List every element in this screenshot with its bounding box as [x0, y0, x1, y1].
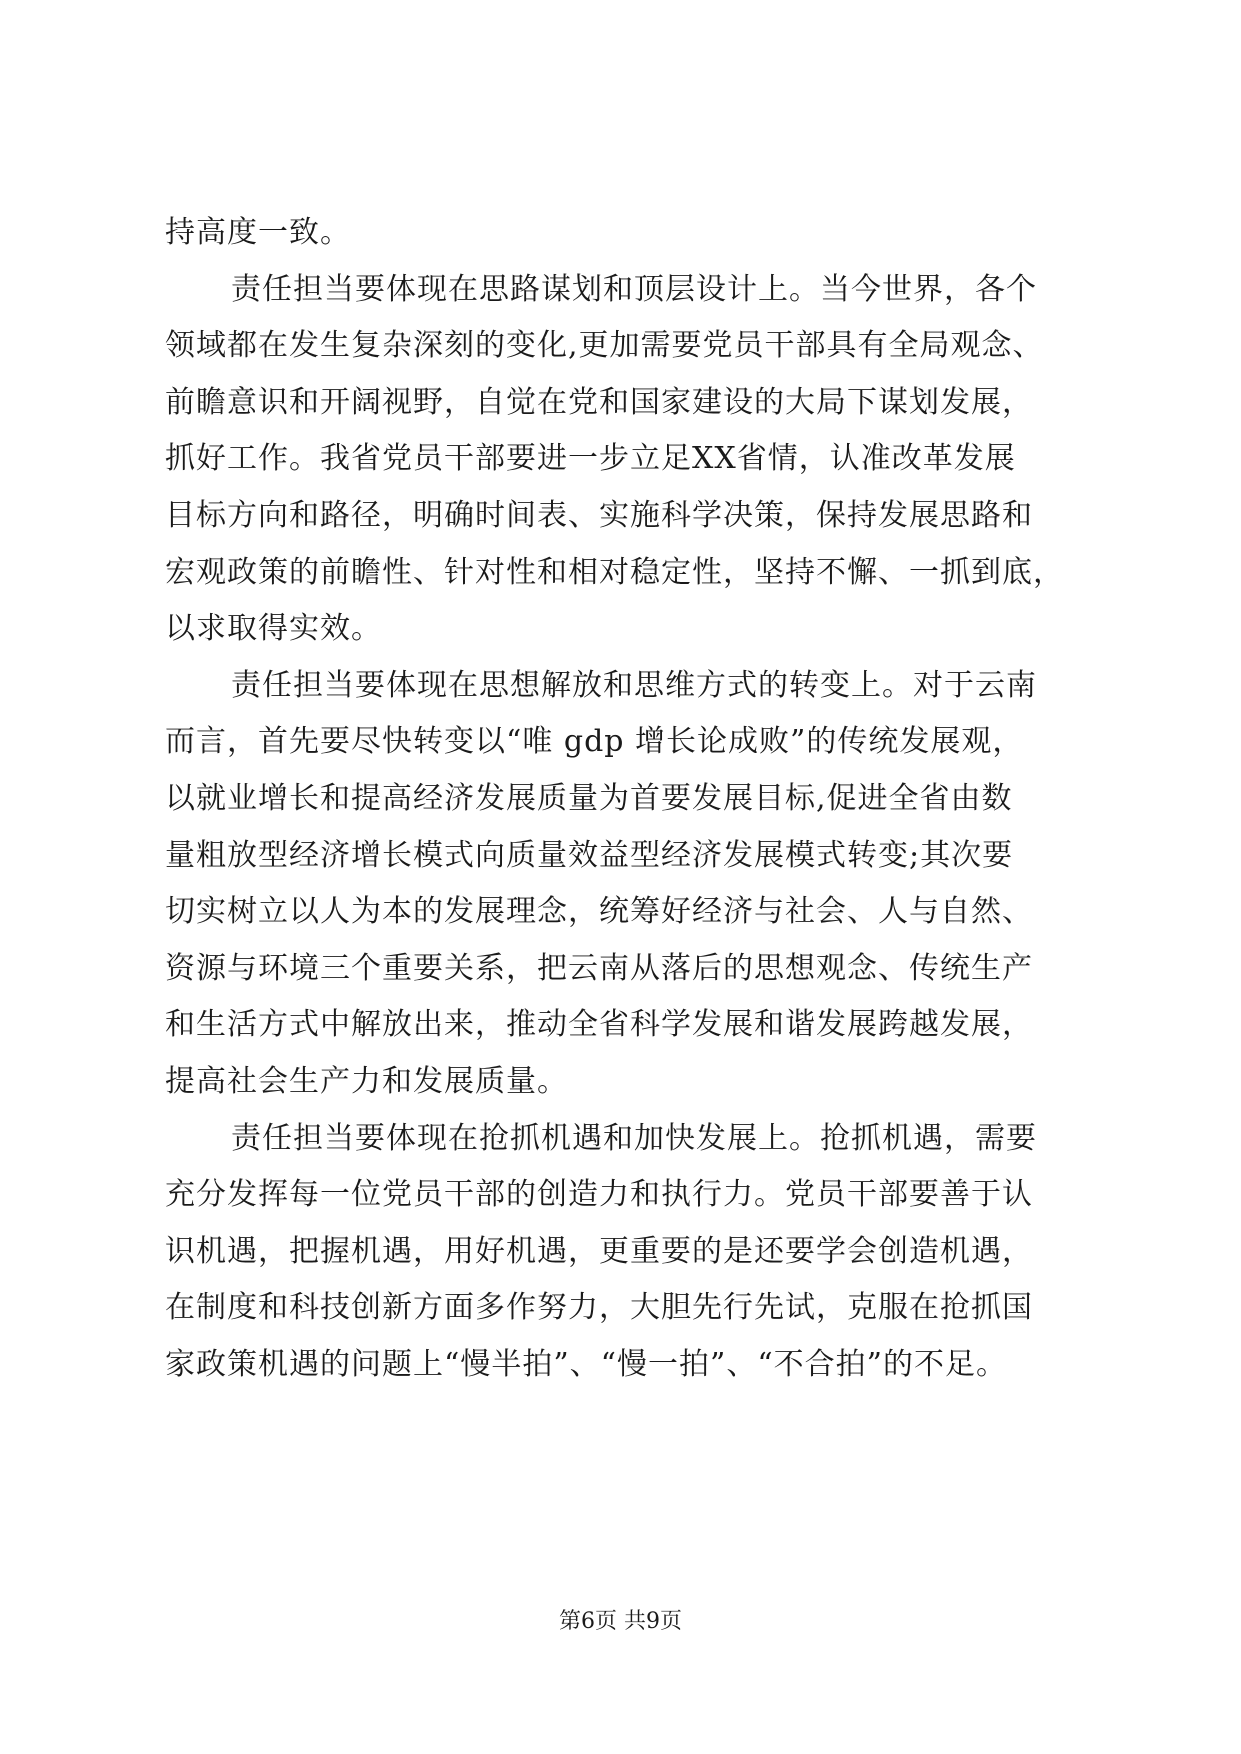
text-line: 资源与环境三个重要关系，把云南从落后的思想观念、传统生产: [165, 950, 1033, 986]
text-line: 充分发挥每一位党员干部的创造力和执行力。党员干部要善于认: [165, 1177, 1033, 1213]
text-line: 抓好工作。我省党员干部要进一步立足XX省情，认准改革发展: [165, 441, 1016, 477]
document-body: [165, 205, 1085, 1393]
text-line: 识机遇，把握机遇，用好机遇，更重要的是还要学会创造机遇，: [165, 1233, 1033, 1269]
text-line: 和生活方式中解放出来，推动全省科学发展和谐发展跨越发展，: [165, 1007, 1033, 1043]
text-line: 以就业增长和提高经济发展质量为首要发展目标,促进全省由数: [165, 780, 1013, 816]
paragraph-first-line: 责任担当要体现在思路谋划和顶层设计上。当今世界，各个: [231, 271, 1037, 307]
text-line: 宏观政策的前瞻性、针对性和相对稳定性，坚持不懈、一抓到底，: [165, 554, 1064, 590]
text-line: 家政策机遇的问题上“慢半拍”、“慢一拍”、“不合拍”的不足。: [165, 1346, 1008, 1382]
text-line: 前瞻意识和开阔视野，自觉在党和国家建设的大局下谋划发展，: [165, 384, 1033, 420]
text-line: 切实树立以人为本的发展理念，统筹好经济与社会、人与自然、: [165, 894, 1033, 930]
text-line: 目标方向和路径，明确时间表、实施科学决策，保持发展思路和: [165, 497, 1033, 533]
page-footer: 第6页 共9页: [559, 1609, 682, 1634]
paragraph-first-line: 责任担当要体现在思想解放和思维方式的转变上。对于云南: [231, 667, 1037, 703]
text-line: 领域都在发生复杂深刻的变化,更加需要党员干部具有全局观念、: [165, 328, 1044, 364]
text-line: 持高度一致。: [165, 215, 351, 250]
paragraph-first-line: 责任担当要体现在抢抓机遇和加快发展上。抢抓机遇，需要: [231, 1120, 1037, 1156]
text-line: 以求取得实效。: [165, 611, 382, 647]
text-line: 在制度和科技创新方面多作努力，大胆先行先试，克服在抢抓国: [165, 1290, 1033, 1326]
text-line: 提高社会生产力和发展质量。: [165, 1063, 568, 1099]
text-line: 而言，首先要尽快转变以“唯 gdp 增长论成败”的传统发展观，: [165, 724, 1024, 760]
text-line: 量粗放型经济增长模式向质量效益型经济发展模式转变;其次要: [165, 837, 1014, 873]
